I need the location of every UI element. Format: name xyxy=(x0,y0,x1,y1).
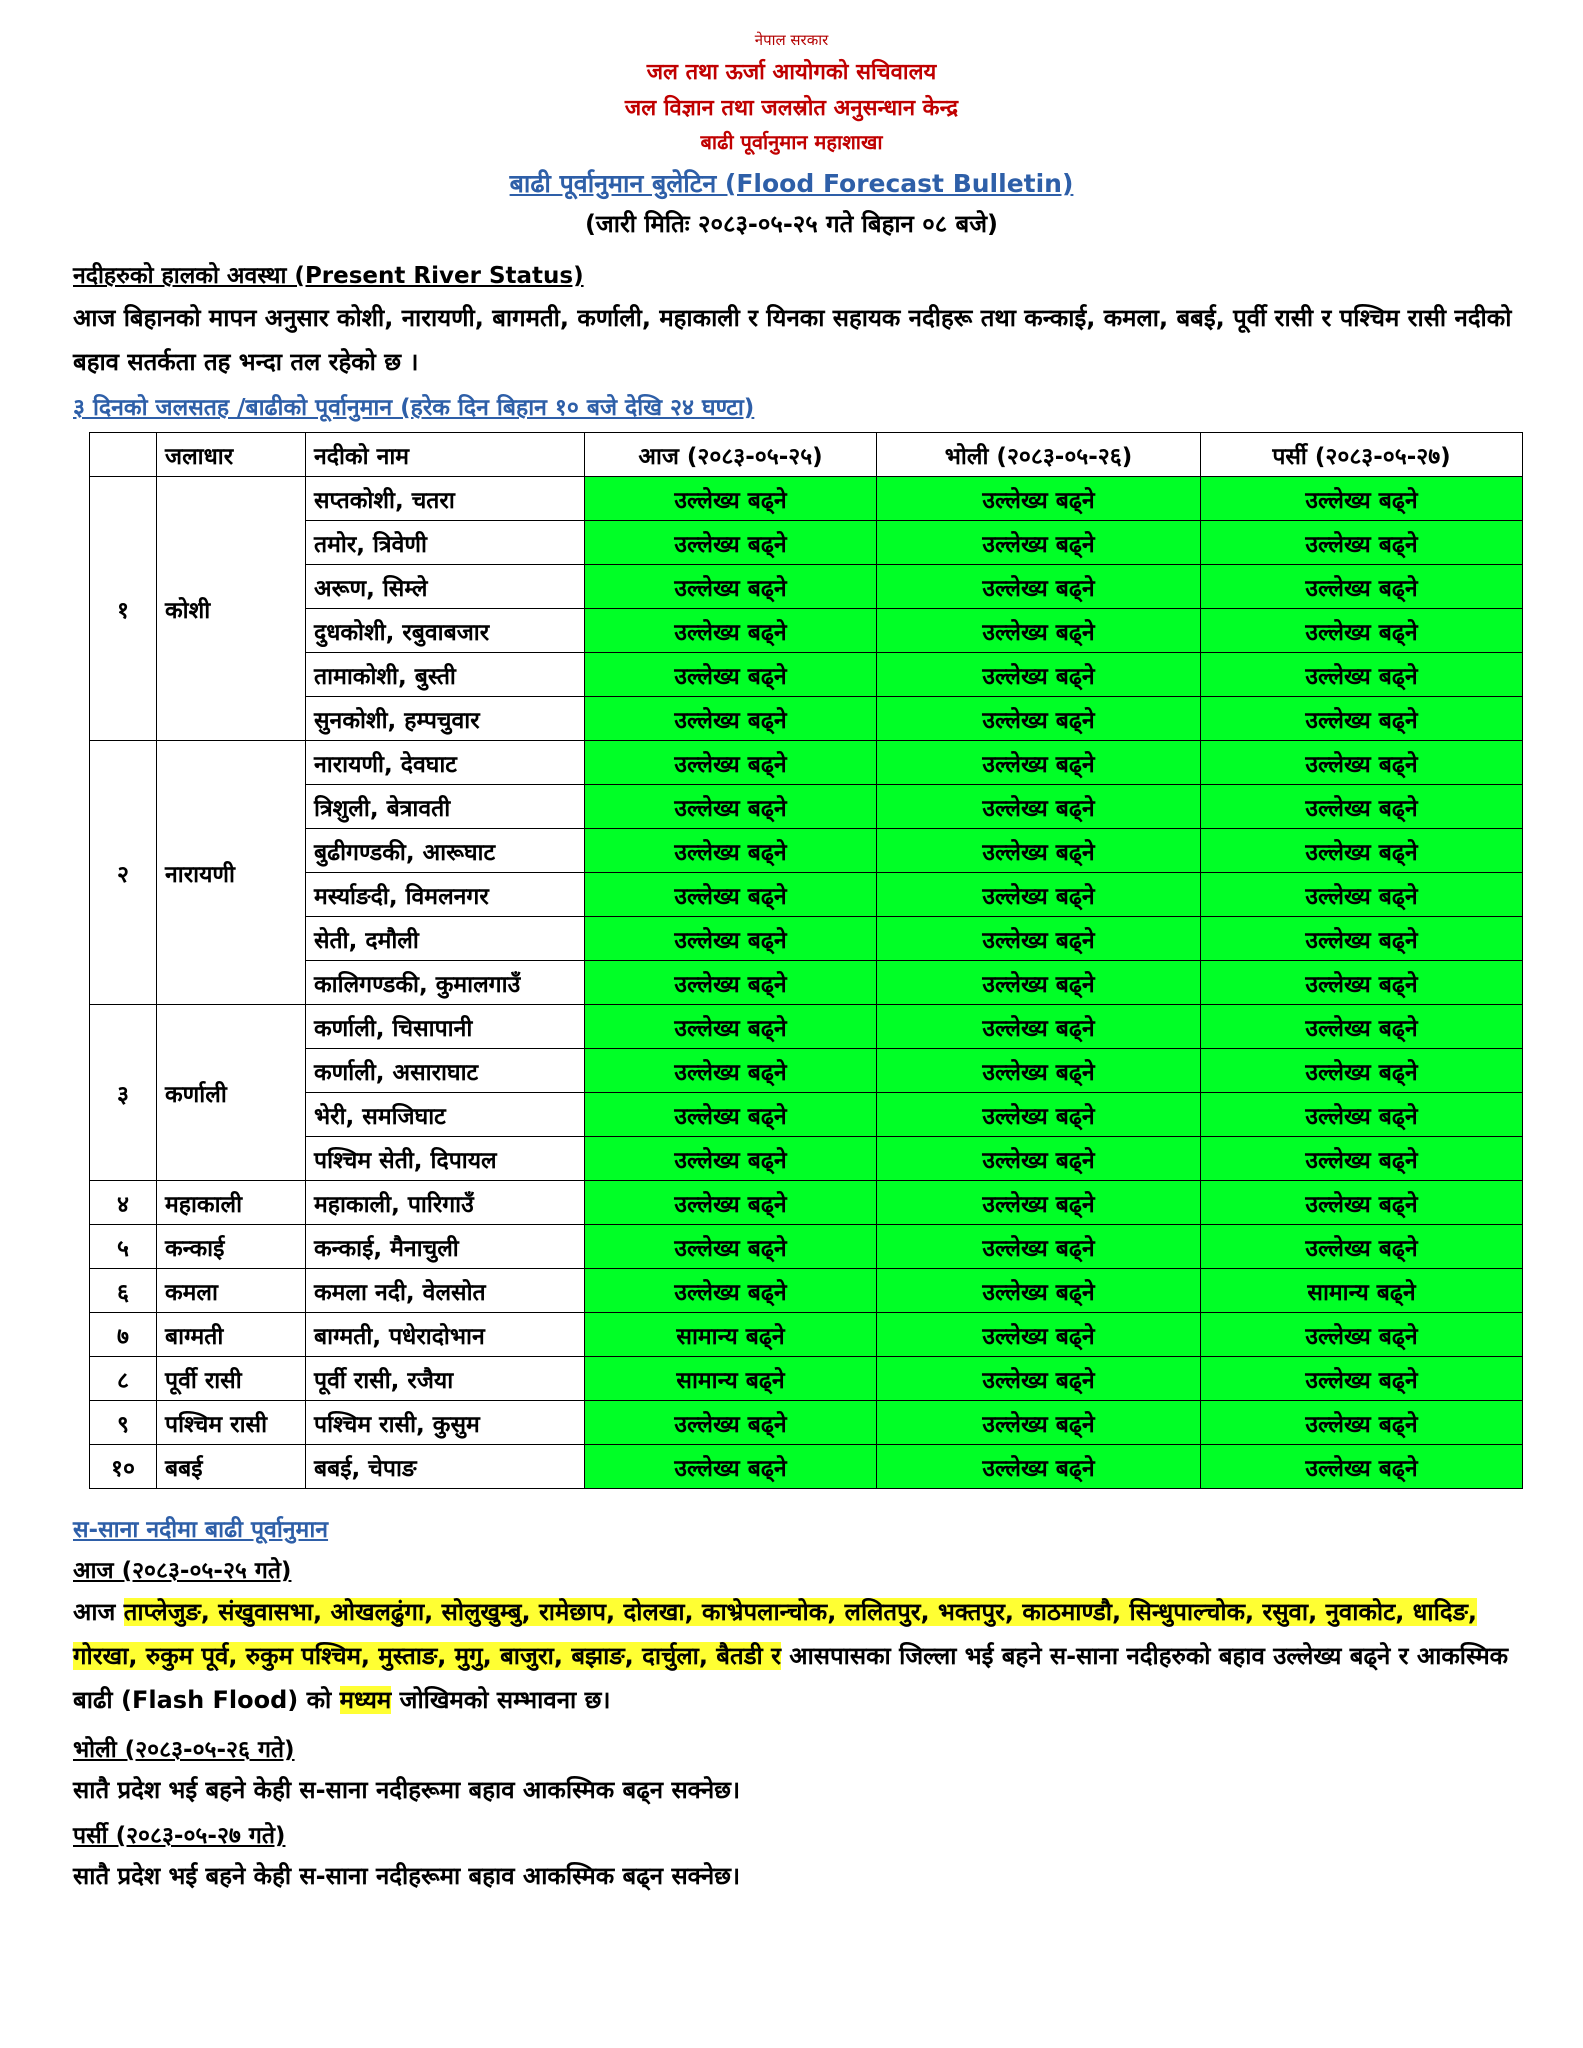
forecast-tomorrow: उल्लेख्य बढ्ने xyxy=(877,1269,1201,1313)
centre-name: जल विज्ञान तथा जलस्रोत अनुसन्धान केन्द्र xyxy=(624,96,959,121)
forecast-day-after: उल्लेख्य बढ्ने xyxy=(1201,565,1523,609)
river-station: पश्चिम रासी, कुसुम xyxy=(306,1401,585,1445)
today-middle: आसपासका जिल्ला भई बहने स-साना नदीहरुको बहाव उल्लेख्य बढ्ने र आकस्मिक बाढी (Flash Flood) को xyxy=(73,1642,1509,1714)
river-station: भेरी, समजिघाट xyxy=(306,1093,585,1137)
bulletin-title: बाढी पूर्वानुमान बुलेटिन (Flood Forecast Bulletin) xyxy=(509,169,1074,198)
issued-date: (जारी मितिः २०८३-०५-२५ गते बिहान ०८ बजे) xyxy=(584,210,999,238)
forecast-day-after: उल्लेख्य बढ्ने xyxy=(1201,653,1523,697)
river-station: नारायणी, देवघाट xyxy=(306,741,585,785)
basin-name: बबई xyxy=(157,1445,306,1489)
river-station: पूर्वी रासी, रजैया xyxy=(306,1357,585,1401)
small-rivers-heading: स-साना नदीमा बाढी पूर्वानुमान xyxy=(73,1517,329,1543)
forecast-day-after: उल्लेख्य बढ्ने xyxy=(1201,961,1523,1005)
river-station: कर्णाली, चिसापानी xyxy=(306,1005,585,1049)
forecast-tomorrow: उल्लेख्य बढ्ने xyxy=(877,961,1201,1005)
forecast-tomorrow: उल्लेख्य बढ्ने xyxy=(877,1313,1201,1357)
river-station: बबई, चेपाङ xyxy=(306,1445,585,1489)
river-station: मर्स्याङदी, विमलनगर xyxy=(306,873,585,917)
forecast-day-after: उल्लेख्य बढ्ने xyxy=(1201,1005,1523,1049)
forecast-tomorrow: उल्लेख्य बढ्ने xyxy=(877,917,1201,961)
river-station: तमोर, त्रिवेणी xyxy=(306,521,585,565)
forecast-day-after: उल्लेख्य बढ्ने xyxy=(1201,917,1523,961)
forecast-table xyxy=(89,432,1523,1489)
basin-name: कमला xyxy=(157,1269,306,1313)
basin-name: पूर्वी रासी xyxy=(157,1357,306,1401)
table-row xyxy=(90,1445,1523,1489)
forecast-day-after: उल्लेख्य बढ्ने xyxy=(1201,1313,1523,1357)
secretariat-name: जल तथा ऊर्जा आयोगको सचिवालय xyxy=(646,60,937,85)
present-status-heading: नदीहरुको हालको अवस्था (Present River Status) xyxy=(73,263,584,289)
forecast-today: उल्लेख्य बढ्ने xyxy=(585,1445,877,1489)
basin-number: ३ xyxy=(90,1005,157,1181)
table-row xyxy=(90,1005,1523,1049)
forecast-today: सामान्य बढ्ने xyxy=(585,1313,877,1357)
river-station: बाग्मती, पधेरादोभान xyxy=(306,1313,585,1357)
today-label: आज (२०८३-०५-२५ गते) xyxy=(73,1558,292,1584)
table-row xyxy=(90,1269,1523,1313)
forecast-tomorrow: उल्लेख्य बढ्ने xyxy=(877,741,1201,785)
forecast-today: उल्लेख्य बढ्ने xyxy=(585,1093,877,1137)
col-header-basin: जलाधार xyxy=(157,433,306,477)
basin-number: १० xyxy=(90,1445,157,1489)
forecast-today: उल्लेख्य बढ्ने xyxy=(585,1005,877,1049)
forecast-day-after: उल्लेख्य बढ्ने xyxy=(1201,1049,1523,1093)
table-row xyxy=(90,741,1523,785)
table-row xyxy=(90,477,1523,521)
day-after-text: सातै प्रदेश भई बहने केही स-साना नदीहरूमा बहाव आकस्मिक बढ्न सक्नेछ। xyxy=(73,1862,741,1890)
forecast-tomorrow: उल्लेख्य बढ्ने xyxy=(877,1005,1201,1049)
forecast-today: उल्लेख्य बढ्ने xyxy=(585,653,877,697)
forecast-today: उल्लेख्य बढ्ने xyxy=(585,609,877,653)
govt-name: नेपाल सरकार xyxy=(754,31,829,49)
today-districts: ताप्लेजुङ, संखुवासभा, ओखलढुंगा, सोलुखुम्बु, रामेछाप, दोलखा, काभ्रेपलान्चोक, ललितपुर, भक्तपुर, काठमाण्डौ, सिन्धुपाल्चोक, रसुवा, नुवाकोट, धादिङ, गोरखा, रुकुम पूर्व, रुकुम पश्चिम, मुस्ताङ, मुगु, बाजुरा, बझाङ, दार्चुला, बैतडी र xyxy=(73,1598,1478,1670)
table-row xyxy=(90,1401,1523,1445)
basin-number: १ xyxy=(90,477,157,741)
forecast-day-after: उल्लेख्य बढ्ने xyxy=(1201,1137,1523,1181)
river-station: अरूण, सिम्ले xyxy=(306,565,585,609)
forecast-today: उल्लेख्य बढ्ने xyxy=(585,917,877,961)
forecast-tomorrow: उल्लेख्य बढ्ने xyxy=(877,697,1201,741)
col-header-no xyxy=(90,433,157,477)
river-station: दुधकोशी, रबुवाबजार xyxy=(306,609,585,653)
forecast-table-body xyxy=(90,477,1523,1489)
today-prefix: आज xyxy=(73,1598,124,1626)
forecast-today: उल्लेख्य बढ्ने xyxy=(585,961,877,1005)
forecast-tomorrow: उल्लेख्य बढ्ने xyxy=(877,1357,1201,1401)
forecast-today: उल्लेख्य बढ्ने xyxy=(585,1225,877,1269)
river-station: बुढीगण्डकी, आरूघाट xyxy=(306,829,585,873)
basin-name: महाकाली xyxy=(157,1181,306,1225)
col-header-today: आज (२०८३-०५-२५) xyxy=(585,433,877,477)
forecast-day-after: उल्लेख्य बढ्ने xyxy=(1201,873,1523,917)
forecast-tomorrow: उल्लेख्य बढ्ने xyxy=(877,1093,1201,1137)
forecast-day-after: उल्लेख्य बढ्ने xyxy=(1201,1093,1523,1137)
forecast-today: उल्लेख्य बढ्ने xyxy=(585,477,877,521)
table-row xyxy=(90,1313,1523,1357)
forecast-today: उल्लेख्य बढ्ने xyxy=(585,1049,877,1093)
forecast-today: उल्लेख्य बढ्ने xyxy=(585,697,877,741)
today-risk-level: मध्यम xyxy=(339,1686,392,1714)
basin-number: २ xyxy=(90,741,157,1005)
forecast-tomorrow: उल्लेख्य बढ्ने xyxy=(877,873,1201,917)
river-station: कर्णाली, असाराघाट xyxy=(306,1049,585,1093)
forecast-day-after: उल्लेख्य बढ्ने xyxy=(1201,1225,1523,1269)
forecast-today: उल्लेख्य बढ्ने xyxy=(585,873,877,917)
forecast-tomorrow: उल्लेख्य बढ्ने xyxy=(877,477,1201,521)
basin-name: पश्चिम रासी xyxy=(157,1401,306,1445)
forecast-today: उल्लेख्य बढ्ने xyxy=(585,741,877,785)
forecast-day-after: उल्लेख्य बढ्ने xyxy=(1201,1445,1523,1489)
river-station: महाकाली, पारिगाउँ xyxy=(306,1181,585,1225)
river-station: सप्तकोशी, चतरा xyxy=(306,477,585,521)
day-after-label: पर्सी (२०८३-०५-२७ गते) xyxy=(73,1823,286,1849)
forecast-tomorrow: उल्लेख्य बढ्ने xyxy=(877,1401,1201,1445)
forecast-day-after: उल्लेख्य बढ्ने xyxy=(1201,785,1523,829)
forecast-day-after: उल्लेख्य बढ्ने xyxy=(1201,521,1523,565)
table-row xyxy=(90,1225,1523,1269)
table-row xyxy=(90,1181,1523,1225)
forecast-today: सामान्य बढ्ने xyxy=(585,1357,877,1401)
forecast-today: उल्लेख्य बढ्ने xyxy=(585,1401,877,1445)
basin-number: ९ xyxy=(90,1401,157,1445)
forecast-tomorrow: उल्लेख्य बढ्ने xyxy=(877,1049,1201,1093)
river-station: कालिगण्डकी, कुमालगाउँ xyxy=(306,961,585,1005)
basin-name: कोशी xyxy=(157,477,306,741)
forecast-day-after: उल्लेख्य बढ्ने xyxy=(1201,829,1523,873)
river-station: कन्काई, मैनाचुली xyxy=(306,1225,585,1269)
basin-name: नारायणी xyxy=(157,741,306,1005)
basin-number: ८ xyxy=(90,1357,157,1401)
table-row xyxy=(90,1357,1523,1401)
forecast-tomorrow: उल्लेख्य बढ्ने xyxy=(877,1181,1201,1225)
forecast-today: उल्लेख्य बढ्ने xyxy=(585,565,877,609)
table-header-row xyxy=(90,433,1523,477)
river-station: तामाकोशी, बुस्ती xyxy=(306,653,585,697)
forecast-today: उल्लेख्य बढ्ने xyxy=(585,829,877,873)
forecast-day-after: उल्लेख्य बढ्ने xyxy=(1201,697,1523,741)
basin-number: ७ xyxy=(90,1313,157,1357)
col-header-tomorrow: भोली (२०८३-०५-२६) xyxy=(877,433,1201,477)
basin-name: बाग्मती xyxy=(157,1313,306,1357)
forecast-day-after: उल्लेख्य बढ्ने xyxy=(1201,1181,1523,1225)
forecast-day-after: उल्लेख्य बढ्ने xyxy=(1201,1401,1523,1445)
forecast-tomorrow: उल्लेख्य बढ्ने xyxy=(877,1137,1201,1181)
forecast-tomorrow: उल्लेख्य बढ्ने xyxy=(877,1225,1201,1269)
forecast-today: उल्लेख्य बढ्ने xyxy=(585,1181,877,1225)
forecast-day-after: उल्लेख्य बढ्ने xyxy=(1201,1357,1523,1401)
forecast-day-after: उल्लेख्य बढ्ने xyxy=(1201,609,1523,653)
forecast-tomorrow: उल्लेख्य बढ्ने xyxy=(877,785,1201,829)
forecast-tomorrow: उल्लेख्य बढ्ने xyxy=(877,653,1201,697)
river-station: पश्चिम सेती, दिपायल xyxy=(306,1137,585,1181)
forecast-today: उल्लेख्य बढ्ने xyxy=(585,1269,877,1313)
basin-number: ४ xyxy=(90,1181,157,1225)
river-station: सुनकोशी, हम्पचुवार xyxy=(306,697,585,741)
forecast-today: उल्लेख्य बढ्ने xyxy=(585,785,877,829)
division-name: बाढी पूर्वानुमान महाशाखा xyxy=(700,130,883,154)
forecast-tomorrow: उल्लेख्य बढ्ने xyxy=(877,1445,1201,1489)
basin-name: कर्णाली xyxy=(157,1005,306,1181)
basin-number: ५ xyxy=(90,1225,157,1269)
today-suffix: जोखिमको सम्भावना छ। xyxy=(391,1686,611,1714)
forecast-tomorrow: उल्लेख्य बढ्ने xyxy=(877,609,1201,653)
today-text xyxy=(73,1590,1513,1722)
river-station: सेती, दमौली xyxy=(306,917,585,961)
present-status-text: आज बिहानको मापन अनुसार कोशी, नारायणी, बागमती, कर्णाली, महाकाली र यिनका सहायक नदीहरू तथा कन्काई, कमला, बबई, पूर्वी रासी र पश्चिम रासी नदीको बहाव सतर्कता तह भन्दा तल रहेको छ । xyxy=(73,304,1512,376)
forecast-day-after: सामान्य बढ्ने xyxy=(1201,1269,1523,1313)
col-header-day-after: पर्सी (२०८३-०५-२७) xyxy=(1201,433,1523,477)
forecast-tomorrow: उल्लेख्य बढ्ने xyxy=(877,829,1201,873)
forecast-tomorrow: उल्लेख्य बढ्ने xyxy=(877,521,1201,565)
forecast-today: उल्लेख्य बढ्ने xyxy=(585,521,877,565)
basin-number: ६ xyxy=(90,1269,157,1313)
tomorrow-text: सातै प्रदेश भई बहने केही स-साना नदीहरूमा बहाव आकस्मिक बढ्न सक्नेछ। xyxy=(73,1776,741,1804)
forecast-day-after: उल्लेख्य बढ्ने xyxy=(1201,741,1523,785)
river-station: कमला नदी, वेलसोत xyxy=(306,1269,585,1313)
forecast-today: उल्लेख्य बढ्ने xyxy=(585,1137,877,1181)
river-station: त्रिशुली, बेत्रावती xyxy=(306,785,585,829)
tomorrow-label: भोली (२०८३-०५-२६ गते) xyxy=(73,1737,295,1763)
col-header-river: नदीको नाम xyxy=(306,433,585,477)
basin-name: कन्काई xyxy=(157,1225,306,1269)
forecast-day-after: उल्लेख्य बढ्ने xyxy=(1201,477,1523,521)
forecast-heading: ३ दिनको जलसतह /बाढीको पूर्वानुमान (हरेक दिन बिहान १० बजे देखि २४ घण्टा) xyxy=(73,395,755,421)
forecast-tomorrow: उल्लेख्य बढ्ने xyxy=(877,565,1201,609)
